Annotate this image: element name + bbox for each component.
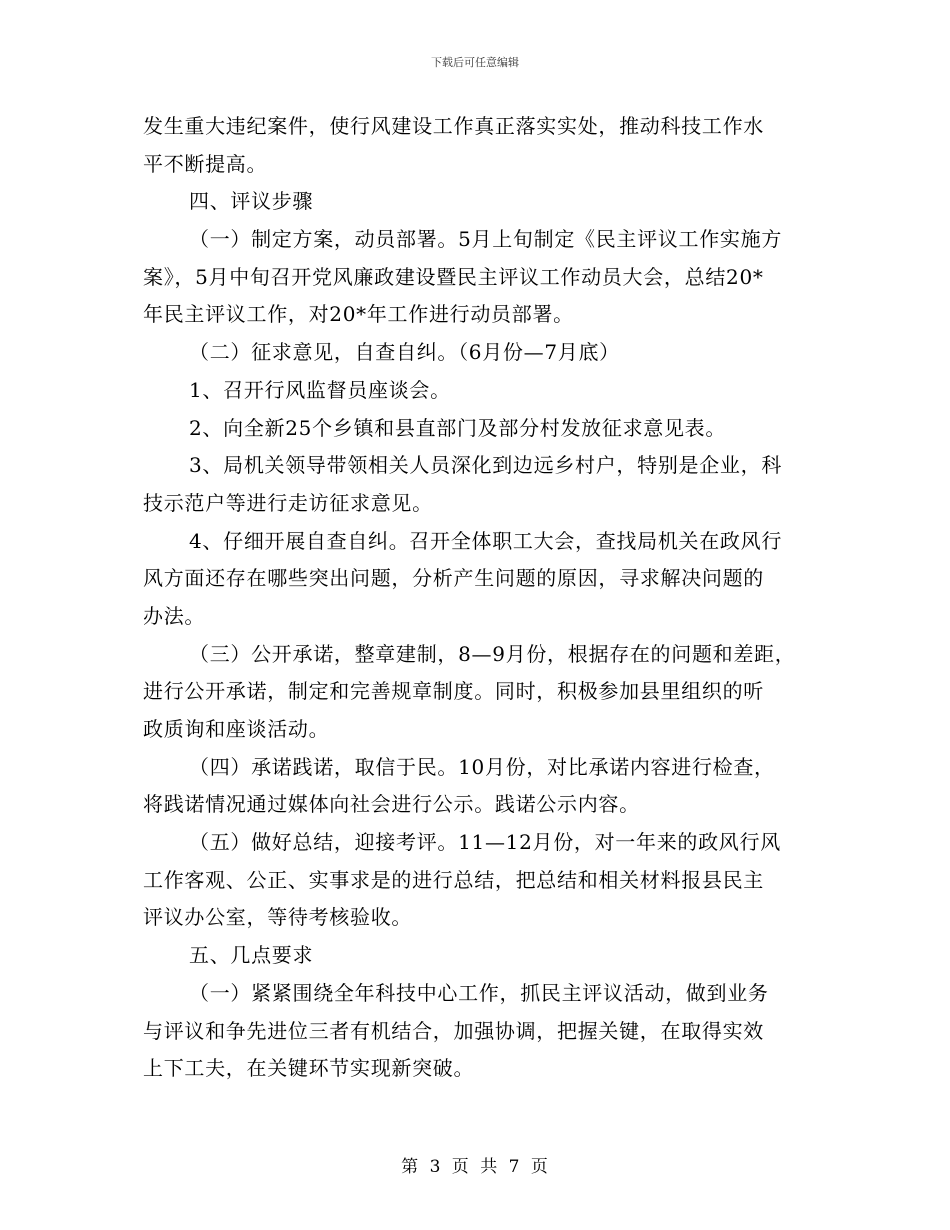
- text-line: 进行公开承诺，制定和完善规章制度。同时，积极参加县里组织的听: [143, 679, 764, 704]
- paragraph-step-2: [143, 334, 813, 372]
- text-line: 与评议和争先进位三者有机结合，加强协调，把握关键，在取得实效: [143, 1018, 764, 1043]
- text-line: 风方面还存在哪些突出问题，分析产生问题的原因，寻求解决问题的: [143, 566, 764, 591]
- text-line: 工作客观、公正、实事求是的进行总结，把总结和相关材料报县民主: [143, 867, 764, 892]
- text-line: 上下工夫，在关键环节实现新突破。: [143, 1056, 475, 1081]
- text-line: 技示范户等进行走访征求意见。: [143, 490, 433, 515]
- text-line: 3、局机关领导带领相关人员深化到边远乡村户，特别是企业，科: [189, 453, 783, 478]
- text-line: 评议办公室，等待考核验收。: [143, 905, 413, 930]
- section-heading-requirements: [143, 937, 813, 975]
- text-line: （二）征求意见，自查自纠。（6月份—7月底）: [189, 340, 620, 365]
- text-line: 平不断提高。: [143, 151, 268, 176]
- page-number: 第 3 页 共 7 页: [401, 1157, 549, 1177]
- paragraph-requirement-1: [143, 975, 813, 1088]
- text-line: 政质询和座谈活动。: [143, 717, 330, 741]
- text-line: 4、仔细开展自查自纠。召开全体职工大会，查找局机关在政风行: [189, 528, 783, 553]
- text-line: （一）紧紧围绕全年科技中心工作，抓民主评议活动，做到业务: [189, 980, 769, 1005]
- text-line: 1、召开行风监督员座谈会。: [189, 377, 451, 402]
- paragraph-step-5: [143, 824, 813, 937]
- text-line: 2、向全新25个乡镇和县直部门及部分村发放征求意见表。: [189, 415, 727, 440]
- section-heading-review-steps: [143, 183, 813, 221]
- text-line: 发生重大违纪案件，使行风建设工作真正落实实处，推动科技工作水: [143, 114, 764, 138]
- text-line: 四、评议步骤: [189, 189, 314, 214]
- paragraph-step-1: [143, 221, 813, 334]
- list-item-2: [143, 410, 813, 448]
- paragraph-continuation: [143, 108, 813, 183]
- text-line: 办法。: [143, 603, 206, 628]
- text-line: 五、几点要求: [189, 943, 314, 968]
- text-line: 年民主评议工作，对20*年工作进行动员部署。: [143, 302, 574, 327]
- text-line: （四）承诺践诺，取信于民。10月份，对比承诺内容进行检查，: [189, 754, 775, 779]
- paragraph-step-3: [143, 636, 813, 749]
- text-line: （一）制定方案，动员部署。5月上旬制定《民主评议工作实施方: [189, 227, 783, 252]
- download-note: 下载后可任意编辑: [431, 56, 519, 69]
- document-body: [143, 108, 813, 1088]
- text-line: 将践诺情况通过媒体向社会进行公示。践诺公示内容。: [143, 792, 640, 817]
- list-item-3: [143, 447, 813, 522]
- text-line: （三）公开承诺，整章建制，8—9月份，根据存在的问题和差距，: [189, 641, 796, 666]
- paragraph-step-4: [143, 749, 813, 824]
- list-item-1: [143, 372, 813, 410]
- text-line: （五）做好总结，迎接考评。11—12月份，对一年来的政风行风: [189, 830, 781, 855]
- list-item-4: [143, 523, 813, 636]
- text-line: 案》，5月中旬召开党风廉政建设暨民主评议工作动员大会，总结20*: [143, 264, 764, 289]
